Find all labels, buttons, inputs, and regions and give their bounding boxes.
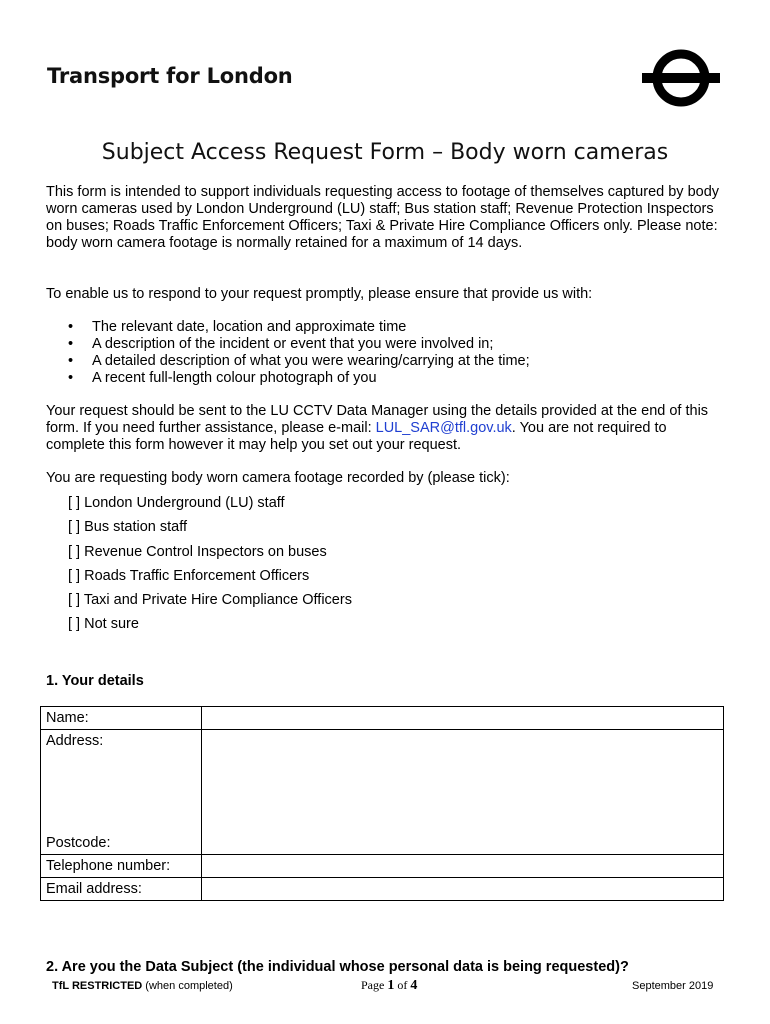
restricted-label: TfL RESTRICTED [52, 980, 143, 992]
option-lu-staff[interactable]: [ ] London Underground (LU) staff [68, 495, 285, 511]
option-traffic-officers[interactable]: [ ] Roads Traffic Enforcement Officers [68, 567, 310, 584]
phone-field[interactable] [202, 855, 724, 878]
section-heading-details: 1. Your details [46, 673, 144, 689]
submission-paragraph [46, 403, 726, 454]
page-total: 4 [410, 978, 418, 993]
email-link[interactable]: LUL_SAR@tfl.gov.uk [375, 420, 512, 436]
restricted-note: (when completed) [142, 980, 233, 992]
list-item: • A description of the incident or event that you were involved in; [46, 336, 530, 353]
submission-text-start: Your request should be sent to the LU CCTV Data Manager using the details provided at the end of this form. If you need further assistance, please e-mail: [46, 403, 709, 436]
phone-label: Telephone number: [41, 855, 202, 878]
list-item: • The relevant date, location and approximate time [46, 319, 530, 336]
requirements-list [46, 319, 530, 387]
name-label: Name: [41, 707, 202, 730]
tfl-roundel-icon [642, 47, 720, 109]
option-taxi-officers[interactable]: [ ] Taxi and Private Hire Compliance Officers [68, 592, 352, 609]
option-bus-station-staff[interactable]: [ ] Bus station staff [68, 519, 188, 536]
list-item: • A recent full-length colour photograph of you [46, 370, 530, 387]
email-field[interactable] [202, 878, 724, 901]
page-title: Subject Access Request Form – Body worn cameras [101, 140, 669, 165]
postcode-label: Postcode: [46, 835, 111, 851]
list-item: • A detailed description of what you were wearing/carrying at the time; [46, 353, 530, 370]
tick-question: You are requesting body worn camera footage recorded by (please tick): [46, 470, 510, 486]
address-field[interactable] [202, 730, 724, 855]
name-field[interactable] [202, 707, 724, 730]
email-label: Email address: [41, 878, 202, 901]
page-word: Page [361, 978, 388, 992]
address-label-cell [41, 730, 202, 855]
section-heading-data-subject: 2. Are you the Data Subject (the individual whose personal data is being requested)? [46, 959, 629, 975]
footer-classification [52, 980, 233, 992]
footer-date: September 2019 [632, 980, 714, 992]
of-word: of [394, 978, 411, 992]
details-table [40, 706, 724, 901]
option-not-sure[interactable]: [ ] Not sure [68, 616, 139, 633]
intro-paragraph: This form is intended to support individuals requesting access to footage of themselves captured by body worn cameras used by London Underground (LU) staff; Bus station staff; Revenue Protection Inspectors on buses; Roads Traffic Enforcement Officers; Taxi & Private Hire Compliance Officers only. Please note: body worn camera footage is normally retained for a maximum of 14 days. [46, 184, 720, 251]
submission-text-end: . You are not required to complete this form however it may help you set out your request. [46, 420, 667, 453]
address-label: Address: [46, 733, 104, 749]
page-number [361, 978, 417, 994]
footage-options [68, 494, 352, 640]
page-current: 1 [387, 978, 395, 993]
option-revenue-inspectors[interactable]: [ ] Revenue Control Inspectors on buses [68, 543, 327, 560]
ensure-paragraph: To enable us to respond to your request promptly, please ensure that provide us with: [46, 286, 593, 302]
tfl-wordmark: Transport for London [47, 64, 293, 88]
